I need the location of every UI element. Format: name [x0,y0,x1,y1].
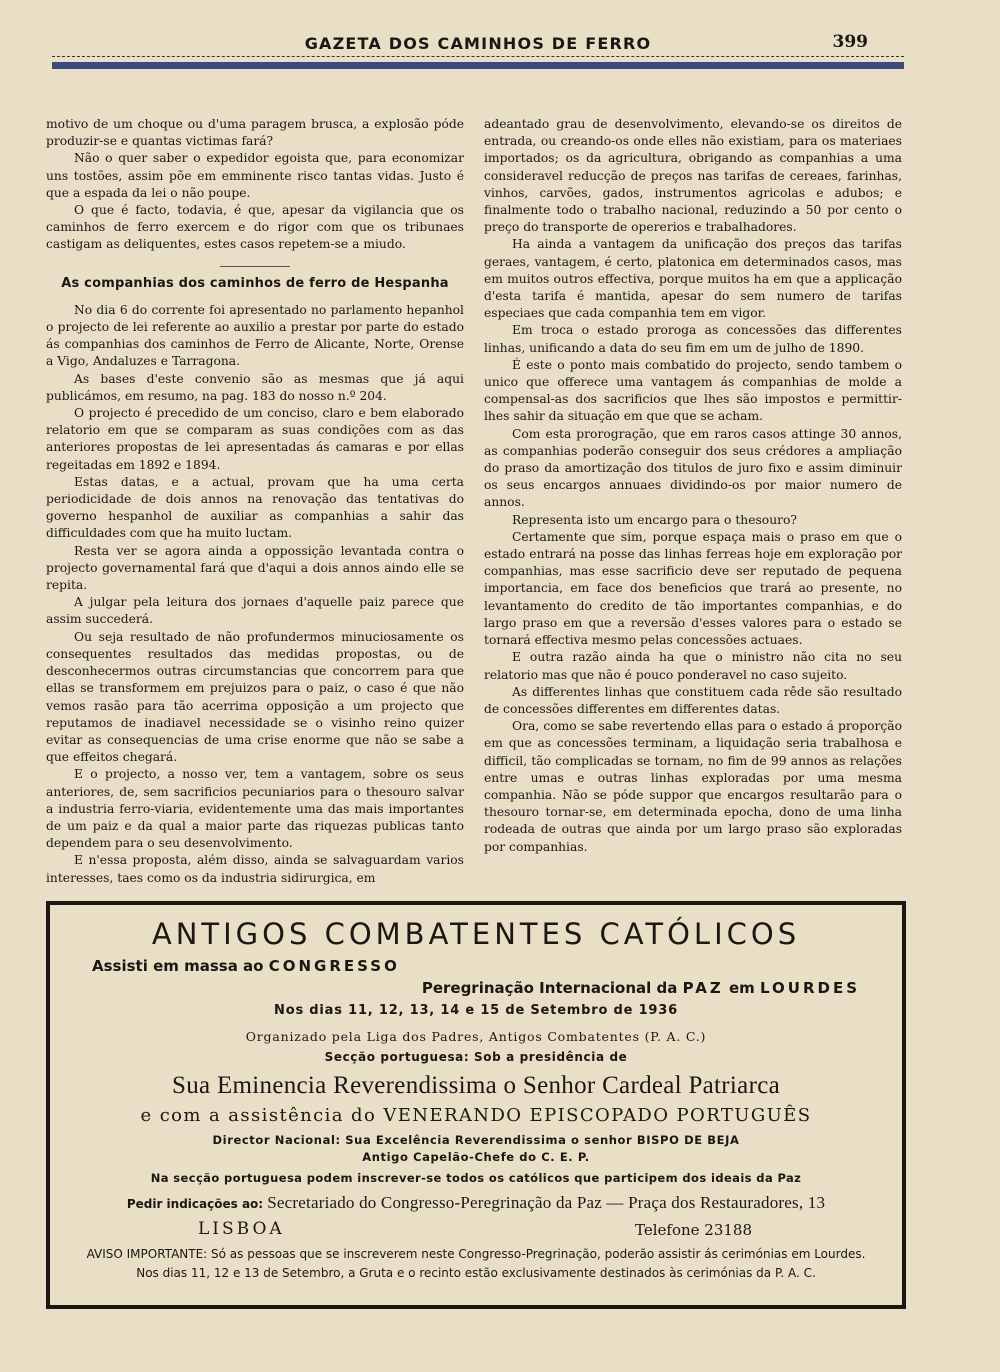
paragraph: Em troca o estado proroga as concessões das differentes linhas, unificando a data do seu fim em um de julho de 1890. [484,323,902,355]
paragraph: Com esta prorogração, que em raros casos attinge 30 annos, as companhias poderão conseguir dos seus crédores a ampliação do praso da amortização dos titulos de juro fixo e assim diminuir os seus encargos annuaes dividindo-os por maior numero de annos. [484,426,902,510]
advert-peregrinacao-text: Peregrinação Internacional da [421,979,678,997]
advertisement-box [46,901,906,1309]
paragraph: adeantado grau de desenvolvimento, elevando-se os direitos de entrada, ou creando-os onde elles não existiam, para os materiaes importados; os da agricultura, obrigando as companhias a uma consideravel reducção de preços nas tarifas de cereaes, farinhas, vinhos, carvões, gados, instrumentos agricolas e adubos; e finalmente todo o trabalho nacional, reduzindo a 50 por cento o preço do transporte de opererios e trabalhadores. [484,117,902,235]
paragraph: Ha ainda a vantagem da unificação dos preços das tarifas geraes, vantagem, é certo, platonica em determinados casos, mas em muitos outros effectiva, porque muitos ha em que a applicação d'esta tarifa é mantida, apesar do sem numero de tarifas especiaes que cada companhia tem em vigor. [484,237,902,321]
advert-notice: AVISO IMPORTANTE: Só as pessoas que se inscreverem neste Congresso-Pregrinação, poderão assistir ás cerimónias em Lourdes. Nos dias 11, 12 e 13 de Setembro, a Gruta e o recinto estão exclusivamente destinados às cerimónias da P. A. C. [86,1247,866,1280]
paragraph: Certamente que sim, porque espaça mais o praso em que o estado entrará na posse das linhas ferreas hoje em exploração por companhias, mas esse sacrificio deve ser reputado de pequena importancia, em face dos beneficios que trará ao presente, no levantamento do credito de tão importantes companhias, e do largo praso em que a reversão d'esses valores para o estado se tornará effectiva mesmo pelas concessões actuaes. [484,529,902,648]
advert-assisti [92,957,902,975]
paragraph: As bases d'este convenio são as mesmas que já aqui publicámos, em resumo, na pag. 183 do nosso n.º 204. [46,371,464,403]
page-header [52,30,904,70]
advert-episcopate: e com a assistência do VENERANDO EPISCOPADO PORTUGUÊS [140,1105,812,1126]
paragraph: Ora, como se sabe revertendo ellas para o estado á proporção em que as concessões terminam, a liquidação seria trabalhosa e difficil, tão complicadas se tornam, no fim de 99 annos as relações entre umas e outras linhas exploradas por uma mesma companhia. Não se póde suppor que encargos resultarão para o thesouro tornar-se, em determinada epocha, dono de uma linha rodeada de outras que ainda por um largo praso são exploradas por companhias. [484,719,902,854]
header-rule-bar [52,62,904,69]
advert-contact-label: Pedir indicações ao: [126,1197,264,1211]
advert-registration: Na secção portuguesa podem inscrever-se todos os católicos que participem dos ideais da Paz [150,1171,802,1185]
advert-paz: PAZ [682,979,724,997]
paragraph: É este o ponto mais combatido do projecto, sendo tambem o unico que offerece uma vantagem ás companhias de molde a compensal-as dos sacrificios que lhes são impostos e permittir-lhes sahir da situação em que que se acham. [484,357,902,424]
section-heading: As companhias dos caminhos de ferro de Hespanha [61,275,449,291]
paragraph: motivo de um choque ou d'uma paragem brusca, a explosão póde produzir-se e quantas victimas fará? [46,117,464,149]
advert-contact-address: Secretariado do Congresso-Peregrinação da Paz — Praça dos Restauradores, 13 [267,1193,826,1212]
header-dashed-rule [52,56,904,57]
advert-organizer: Organizado pela Liga dos Padres, Antigos Combatentes (P. A. C.) [245,1029,707,1044]
advert-congresso: CONGRESSO [268,957,400,975]
section-divider [220,266,290,267]
left-column [46,116,464,887]
paragraph: E o projecto, a nosso ver, tem a vantagem, sobre os seus anteriores, de, sem sacrificios pecuniarios para o thesouro salvar a industria ferro-viaria, evidentemente uma das mais importantes de um paiz e da qual a maior parte das riquezas publicas tanto dependem para o seu desenvolvimento. [46,767,464,851]
advert-city: LISBOA [198,1219,285,1239]
paragraph: No dia 6 do corrente foi apresentado no parlamento hepanhol o projecto de lei referente ao auxilio a prestar por parte do estado ás companhias dos caminhos de Ferro de Alicante, Norte, Orense a Vigo, Andaluzes e Tarragona. [46,302,464,369]
advert-lourdes: LOURDES [759,979,860,997]
right-column [484,116,902,856]
paragraph: E n'essa proposta, além disso, ainda se salvaguardam varios interesses, taes como os da industria sidirurgica, em [46,853,464,885]
paragraph: Ou seja resultado de não profundermos minuciosamente os consequentes resultados das medidas propostas, ou de desconhecermos outras circumstancias que concorrem para que ellas se transformem em prejuizos para o paiz, o caso é que não vemos rasão para tão acerrima opposição a um projecto que reputamos de inadiavel necessidade se o visinho reino quizer evitar as consequencias de uma crise enorme que não se sabe a que effeitos chegará. [46,629,464,765]
advert-phone: Telefone 23188 [635,1221,752,1239]
paragraph: Estas datas, e a actual, provam que ha uma certa periodicidade de dois annos na renovação das tentativas do governo hespanhol de auxiliar as companhias a sahir das difficuldades com que ha muito luctam. [46,474,464,541]
paragraph: E outra razão ainda ha que o ministro não cita no seu relatorio mas que não é pouco ponderavel no caso sujeito. [484,650,902,682]
publication-title: GAZETA DOS CAMINHOS DE FERRO [304,34,652,53]
page-number: 399 [832,32,868,52]
paragraph: O projecto é precedido de um conciso, claro e bem elaborado relatorio em que se comparam as suas condições com as das anteriores propostas de lei apresentadas ás camaras e por ellas regeitadas em 1892 e 1894. [46,406,464,472]
paragraph: A julgar pela leitura dos jornaes d'aquelle paiz parece que assim succederá. [46,595,464,627]
advert-assisti-text: Assisti em massa ao [92,957,264,975]
paragraph: Representa isto um encargo para o thesouro? [512,512,797,527]
advert-director: Director Nacional: Sua Excelência Reverendissima o senhor BISPO DE BEJA [212,1133,740,1147]
advert-dates: Nos dias 11, 12, 13, 14 e 15 de Setembro de 1936 [274,1003,678,1018]
advert-cardinal: Sua Eminencia Reverendissima o Senhor Cardeal Patriarca [172,1072,780,1099]
paragraph: O que é facto, todavia, é que, apesar da vigilancia que os caminhos de ferro exercem e do rigor com que os tribunaes castigam as deliquentes, estes casos repetem-se a miudo. [46,203,464,252]
advert-contact [50,1193,902,1213]
advert-peregrinacao [422,979,860,997]
advert-em: em [728,979,755,997]
paragraph: As differentes linhas que constituem cada rêde são resultado de concessões differentes em differentes datas. [484,684,902,716]
advert-section: Secção portuguesa: Sob a presidência de [324,1050,628,1064]
advert-chaplain: Antigo Capelão-Chefe do C. E. P. [362,1150,590,1164]
advert-headline: ANTIGOS COMBATENTES CATÓLICOS [151,917,801,951]
paragraph: Não o quer saber o expedidor egoista que, para economizar uns tostões, assim põe em emminente risco tantas vidas. Justo é que a espada da lei o não poupe. [46,151,464,200]
paragraph: Resta ver se agora ainda a oppossição levantada contra o projecto governamental fará que d'aqui a dois annos aindo elle se repita. [46,543,464,593]
